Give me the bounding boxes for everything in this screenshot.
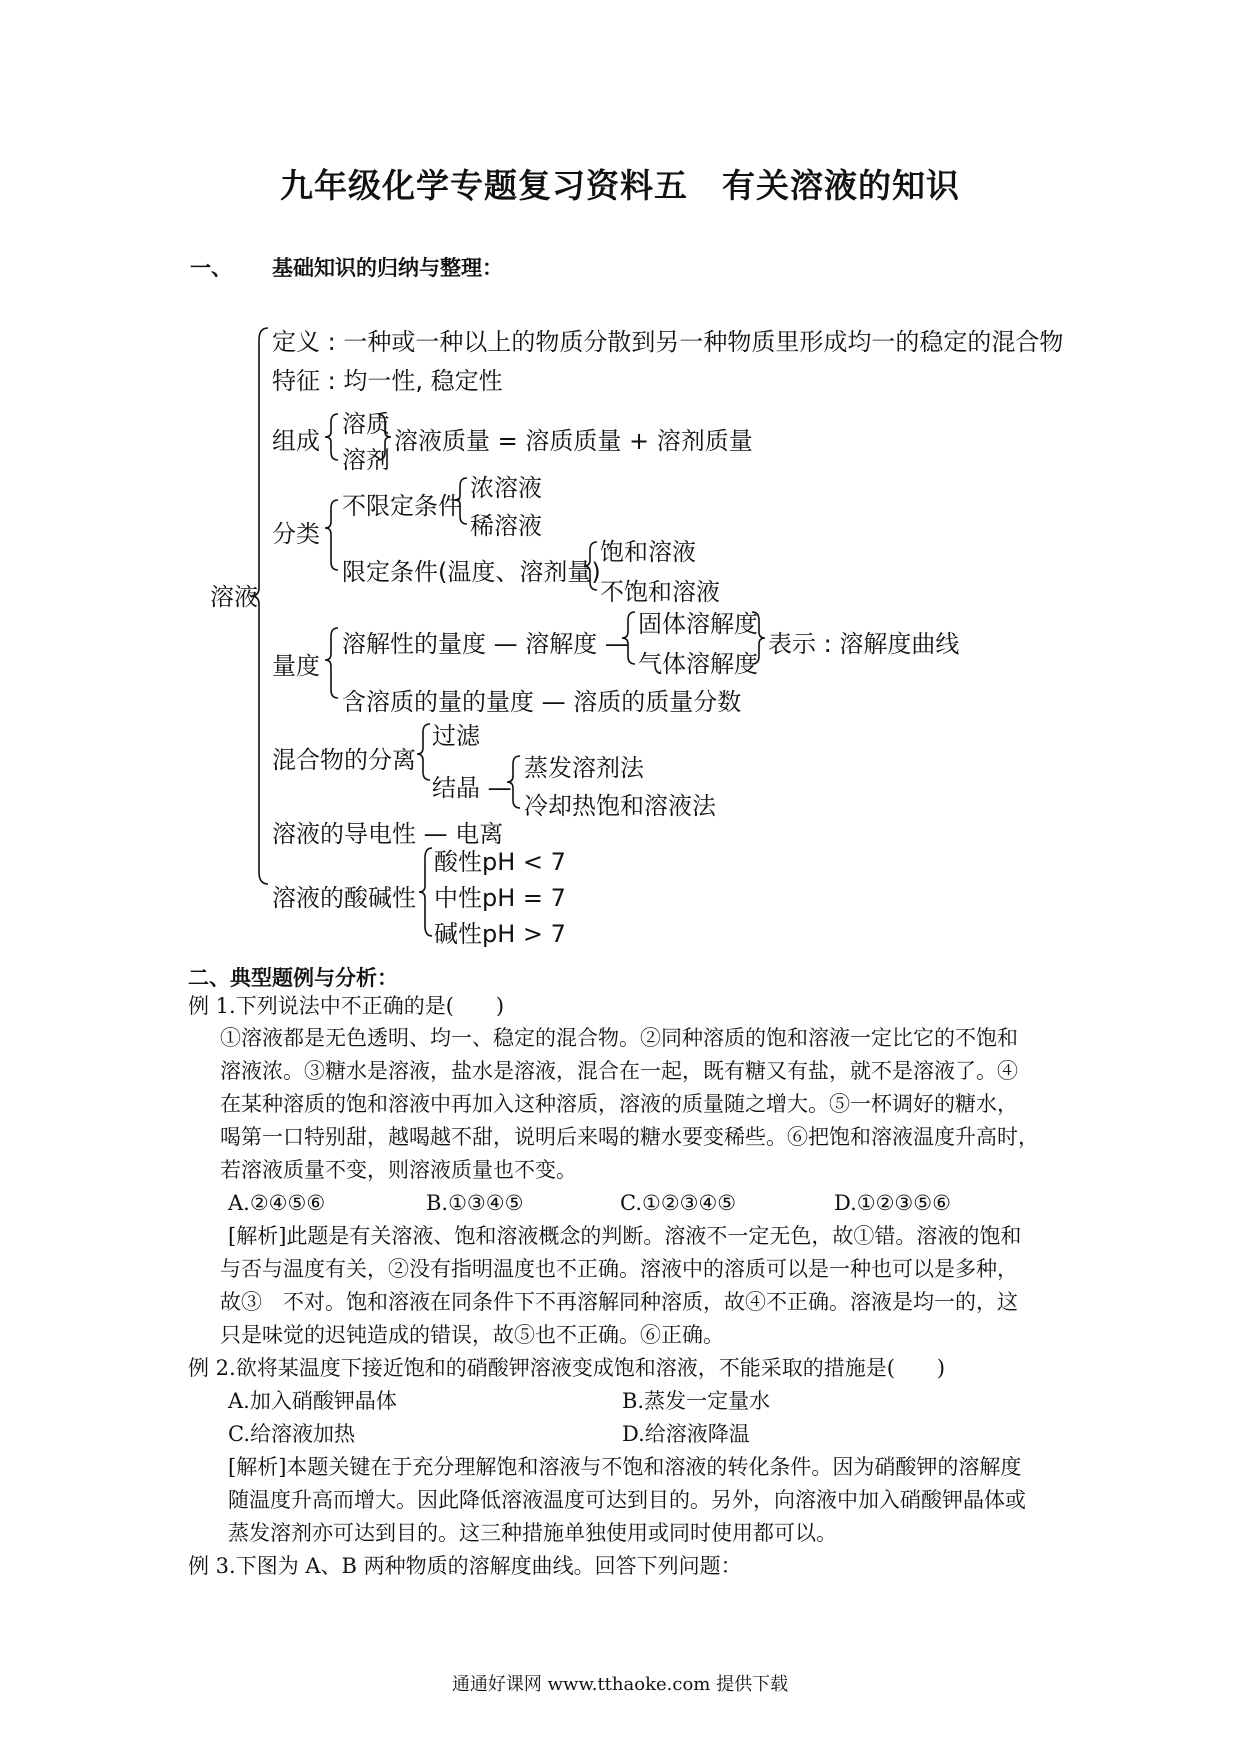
- map-neutral: 中性pH = 7: [434, 884, 566, 912]
- map-unlimited: 不限定条件: [342, 492, 462, 520]
- map-definition: 定义 : 一种或一种以上的物质分散到另一种物质里形成均一的稳定的混合物: [272, 328, 1064, 356]
- map-solid-solubility: 固体溶解度: [638, 610, 758, 638]
- example1-option-d: D.①②③⑤⑥: [834, 1191, 951, 1215]
- map-root: 溶液: [210, 583, 258, 611]
- map-filtration: 过滤: [432, 722, 480, 750]
- example1-analysis: 与否与温度有关，②没有指明温度也不正确。溶液中的溶质可以是一种也可以是多种，: [220, 1257, 1018, 1281]
- example1-line: 喝第一口特别甜，越喝越不甜，说明后来喝的糖水要变稀些。⑥把饱和溶液温度升高时，: [220, 1125, 1039, 1149]
- section1-heading: 基础知识的归纳与整理：: [272, 255, 503, 280]
- map-acid-base-label: 溶液的酸碱性: [272, 884, 416, 912]
- map-gas-solubility: 气体溶解度: [638, 650, 758, 678]
- example1-line: ①溶液都是无色透明、均一、稳定的混合物。②同种溶质的饱和溶液一定比它的不饱和: [220, 1026, 1018, 1050]
- example2-analysis: [解析]本题关键在于充分理解饱和溶液与不饱和溶液的转化条件。因为硝酸钾的溶解度: [228, 1455, 1022, 1479]
- map-cooling: 冷却热饱和溶液法: [524, 792, 716, 820]
- brace-measure: [325, 628, 338, 698]
- example1-analysis: [解析]此题是有关溶液、饱和溶液概念的判断。溶液不一定无色，故①错。溶液的饱和: [228, 1224, 1022, 1248]
- page-title: 九年级化学专题复习资料五 有关溶液的知识: [280, 166, 960, 205]
- map-acidic: 酸性pH < 7: [434, 848, 566, 876]
- map-limited: 限定条件(温度、溶剂量): [342, 558, 601, 586]
- footer-credit: 通通好课网 www.tthaoke.com 提供下载: [451, 1674, 789, 1695]
- map-unsaturated: 不饱和溶液: [600, 578, 720, 606]
- example1-question: 例 1.下列说法中不正确的是( ): [188, 994, 505, 1018]
- section2-heading: 二、典型题例与分析：: [188, 965, 398, 990]
- map-mass-equation: 溶液质量 = 溶质质量 + 溶剂质量: [394, 427, 753, 455]
- example2-question: 例 2.欲将某温度下接近饱和的硝酸钾溶液变成饱和溶液，不能采取的措施是( ): [188, 1356, 946, 1380]
- map-composition-label: 组成: [272, 427, 320, 455]
- example3-question: 例 3.下图为 A、B 两种物质的溶解度曲线。回答下列问题：: [188, 1554, 742, 1578]
- brace-composition: [325, 414, 338, 460]
- map-solvent: 溶剂: [342, 446, 390, 474]
- map-classification-label: 分类: [272, 520, 320, 548]
- map-conductivity: 溶液的导电性 — 电离: [272, 820, 504, 848]
- example1-line: 溶液浓。③糖水是溶液，盐水是溶液，混合在一起，既有糖又有盐，就不是溶液了。④: [220, 1059, 1018, 1083]
- map-solubility-measure: 溶解性的量度 — 溶解度 —: [342, 630, 629, 658]
- map-solute: 溶质: [342, 410, 390, 438]
- map-concentrated: 浓溶液: [470, 474, 542, 502]
- example2-analysis: 随温度升高而增大。因此降低溶液温度可达到目的。另外，向溶液中加入硝酸钾晶体或: [228, 1488, 1026, 1512]
- map-saturated: 饱和溶液: [600, 538, 696, 566]
- example2-option-c: C.给溶液加热: [228, 1422, 355, 1446]
- example1-line: 若溶液质量不变，则溶液质量也不变。: [220, 1158, 577, 1182]
- map-measure-label: 量度: [272, 652, 320, 680]
- example1-analysis: 故③ 不对。饱和溶液在同条件下不再溶解同种溶质，故④不正确。溶液是均一的，这: [220, 1290, 1018, 1314]
- example1-option-c: C.①②③④⑤: [620, 1191, 737, 1215]
- section1-number: 一、: [190, 255, 232, 280]
- example2-analysis: 蒸发溶剂亦可达到目的。这三种措施单独使用或同时使用都可以。: [228, 1521, 837, 1545]
- map-basic: 碱性pH > 7: [434, 920, 566, 948]
- example1-option-b: B.①③④⑤: [426, 1191, 524, 1215]
- example2-option-d: D.给溶液降温: [622, 1422, 750, 1446]
- brace-separation: [417, 724, 430, 780]
- map-evaporation: 蒸发溶剂法: [524, 754, 644, 782]
- map-solubility-curve: 表示 : 溶解度曲线: [768, 630, 960, 658]
- example1-analysis: 只是味觉的迟钝造成的错误，故⑤也不正确。⑥正确。: [220, 1323, 724, 1347]
- example2-option-b: B.蒸发一定量水: [622, 1389, 771, 1413]
- example1-option-a: A.②④⑤⑥: [228, 1191, 326, 1215]
- map-separation-label: 混合物的分离: [272, 746, 416, 774]
- brace-acid-base: [419, 848, 432, 936]
- example1-line: 在某种溶质的饱和溶液中再加入这种溶质，溶液的质量随之增大。⑤一杯调好的糖水，: [220, 1092, 1018, 1116]
- brace-classification: [325, 500, 338, 570]
- map-dilute: 稀溶液: [470, 512, 542, 540]
- example2-option-a: A.加入硝酸钾晶体: [228, 1389, 397, 1413]
- map-crystallization: 结晶 —: [432, 774, 512, 802]
- map-mass-fraction: 含溶质的量的量度 — 溶质的质量分数: [342, 688, 742, 716]
- map-feature: 特征 : 均一性, 稳定性: [272, 367, 503, 395]
